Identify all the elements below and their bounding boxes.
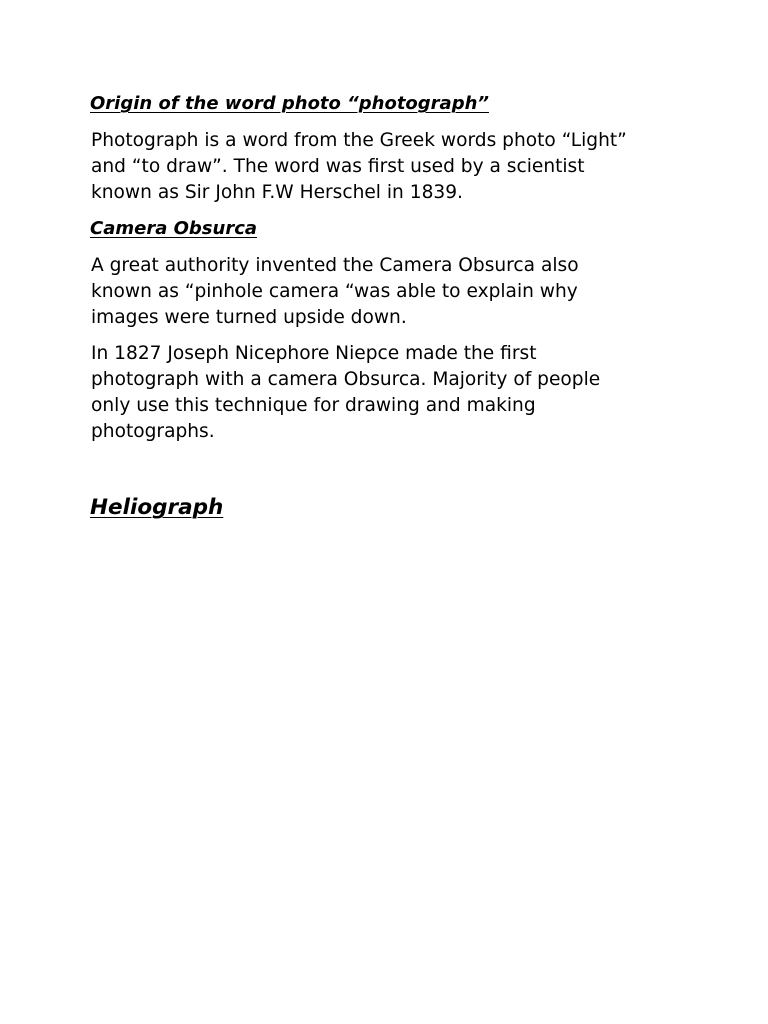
paragraph-line: A great authority invented the Camera Obsurca also <box>91 255 579 276</box>
paragraph-line: only use this technique for drawing and making <box>91 395 536 416</box>
paragraph-line: known as “pinhole camera “was able to explain why <box>91 281 578 302</box>
paragraph-line: photograph with a camera Obsurca. Majority of people <box>91 369 601 390</box>
paragraph-niepce-first-photograph <box>91 341 731 445</box>
paragraph-line: photographs. <box>91 421 215 442</box>
paragraph-line: known as Sir John F.W Herschel in 1839. <box>91 182 463 203</box>
heading-camera-obsurca: Camera Obsurca <box>90 218 258 239</box>
paragraph-line: images were turned upside down. <box>91 307 407 328</box>
paragraph-line: and “to draw”. The word was first used by a scientist <box>91 156 585 177</box>
paragraph-photograph-origin <box>91 128 731 206</box>
paragraph-line: Photograph is a word from the Greek words photo “Light” <box>91 130 627 151</box>
paragraph-camera-obsurca-invention <box>91 253 731 331</box>
heading-heliograph: Heliograph <box>90 495 224 520</box>
paragraph-line: In 1827 Joseph Nicephore Niepce made the first <box>91 343 537 364</box>
heading-origin-of-word-photograph: Origin of the word photo “photograph” <box>90 93 489 114</box>
